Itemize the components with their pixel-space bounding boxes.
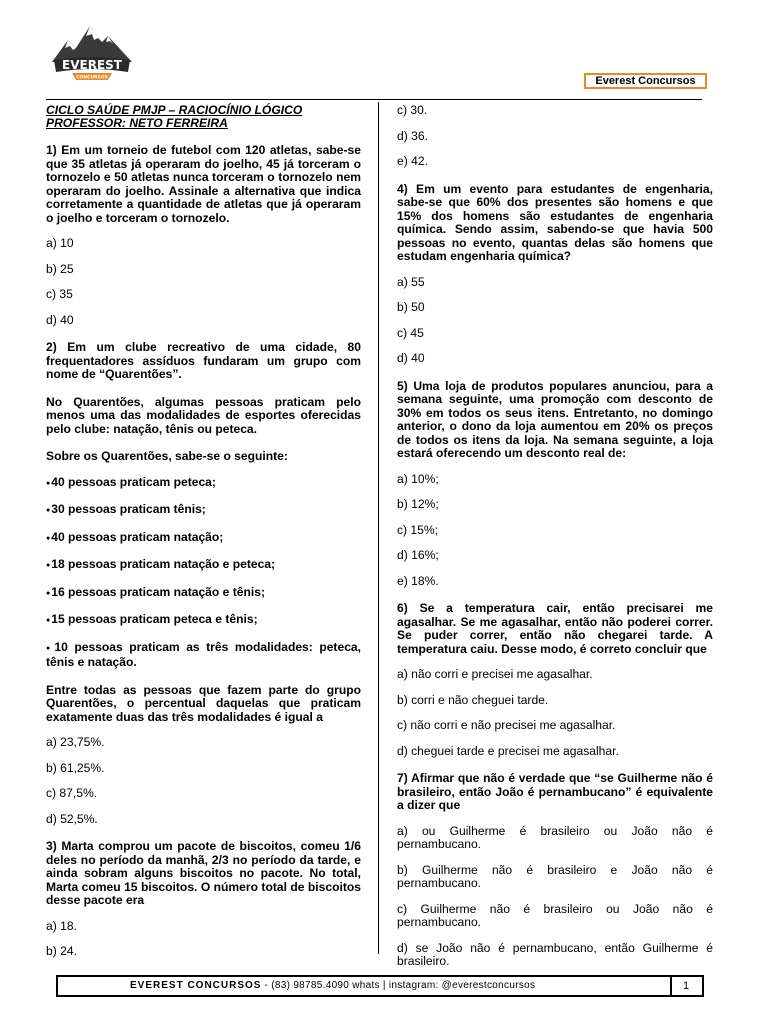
q1-option: a) 10 <box>46 236 74 250</box>
q2-bullet: ● 30 pessoas praticam tênis; <box>46 503 361 519</box>
q7-option: d) se João não é pernambucano, então Guilherme é brasileiro. <box>397 940 713 968</box>
q5-option: a) 10%; <box>397 471 439 486</box>
q6-option: d) cheguei tarde e precisei me agasalhar. <box>397 743 619 758</box>
q4-option: b) 50 <box>397 300 425 314</box>
q2-bullet: ● 40 pessoas praticam peteca; <box>46 476 361 492</box>
q2-option: a) 23,75%. <box>46 735 105 749</box>
footer-contact: - (83) 98785.4090 whats | instagram: @everestconcursos <box>261 980 536 991</box>
question-3: 3) Marta comprou um pacote de biscoitos, comeu 1/6 deles no período da manhã, 2/3 no período da tarde, e ainda sobram alguns biscoitos no pacote. No total, Marta comeu 15 biscoitos. O número total de biscoitos desse pacote era <box>46 839 361 907</box>
logo-text-main: EVEREST <box>62 58 122 72</box>
q5-option: e) 18%. <box>397 573 439 588</box>
question-6: 6) Se a temperatura cair, então precisarei me agasalhar. Se me agasalhar, então não poderei correr. Se puder correr, então não chegarei tarde. A temperatura caiu. Desse modo, é correto concluir que <box>397 601 713 656</box>
q3-option: a) 18. <box>46 918 77 933</box>
footer-brand: EVEREST CONCURSOS <box>130 980 262 991</box>
q1-option: b) 25 <box>46 261 74 276</box>
footer-text <box>130 977 535 995</box>
q2-option: d) 52,5%. <box>46 811 98 826</box>
q1-option: d) 40 <box>46 312 74 327</box>
question-2-paragraph: No Quarentões, algumas pessoas praticam pelo menos uma das modalidades de esportes oferecidas pelo clube: natação, tênis ou peteca. <box>46 394 361 436</box>
q7-option: b) Guilherme não é brasileiro e João não é pernambucano. <box>397 862 713 890</box>
q6-option: c) não corri e não precisei me agasalhar. <box>397 718 616 732</box>
footer <box>56 975 704 997</box>
page-number: 1 <box>682 980 690 992</box>
q6-option: b) corri e não cheguei tarde. <box>397 692 549 707</box>
professor-line: PROFESSOR: NETO FERREIRA <box>46 116 228 130</box>
q3-option: d) 36. <box>397 128 428 143</box>
question-2: 2) Em um clube recreativo de uma cidade, 80 frequentadores assíduos fundaram um grupo com nome de “Quarentões”. <box>46 340 361 381</box>
q4-option: a) 55 <box>397 274 425 289</box>
q5-option: b) 12%; <box>397 497 439 511</box>
question-5: 5) Uma loja de produtos populares anunciou, para a semana seguinte, uma promoção com desconto de 30% em todos os seus itens. Entretanto, no domingo anterior, o dono da loja aumentou em 20% os preços de todos os itens da loja. Na semana seguinte, a loja estará oferecendo um desconto real de: <box>397 378 713 460</box>
question-1: 1) Em um torneio de futebol com 120 atletas, sabe-se que 35 atletas já operaram do joelho, 45 já torceram o tornozelo e 50 atletas nunca torceram o tornozelo nem operaram do joelho. Assinale a alternativa que indica corretamente a quantidade de atletas que já operaram o joelho e torceram o tornozelo. <box>46 143 361 225</box>
q2-bullet: ● 15 pessoas praticam peteca e tênis; <box>46 613 361 629</box>
right-column <box>397 104 713 969</box>
header-brand-label: Everest Concursos <box>584 73 707 89</box>
q5-option: c) 15%; <box>397 522 438 537</box>
question-7: 7) Afirmar que não é verdade que “se Guilherme não é brasileiro, então João é pernambucano” é equivalente a dizer que <box>397 771 713 812</box>
q5-option: d) 16%; <box>397 548 439 562</box>
q1-option: c) 35 <box>46 287 73 301</box>
q6-option: a) não corri e precisei me agasalhar. <box>397 667 593 681</box>
left-column <box>46 104 361 959</box>
column-divider <box>378 102 379 954</box>
header-rule <box>46 99 702 100</box>
q2-option: b) 61,25%. <box>46 760 105 775</box>
q2-option: c) 87,5%. <box>46 786 98 800</box>
q3-option: e) 42. <box>397 154 428 168</box>
logo-text-sub: CONCURSOS <box>76 75 108 81</box>
q2-bullet: ● 40 pessoas praticam natação; <box>46 531 361 547</box>
q4-option: c) 45 <box>397 325 424 340</box>
q2-bullet: ● 16 pessoas praticam natação e tênis; <box>46 586 361 602</box>
q2-bullet: ● 18 pessoas praticam natação e peteca; <box>46 558 361 574</box>
q3-option: b) 24. <box>46 944 77 958</box>
question-4: 4) Em um evento para estudantes de engenharia, sabe-se que 60% dos presentes são homens e que 15% dos homens são estudantes de engenharia química. Sendo assim, sabendo-se que havia 500 pessoas no evento, quantas delas são homens que estudam engenharia química? <box>397 181 713 263</box>
q3-option: c) 30. <box>397 103 428 117</box>
q4-option: d) 40 <box>397 351 425 365</box>
q2-bullet: ● 10 pessoas praticam as três modalidades: peteca, tênis e natação. <box>46 641 361 670</box>
question-2-paragraph: Entre todas as pessoas que fazem parte do grupo Quarentões, o percentual daquelas que praticam exatamente duas das três modalidades é igual a <box>46 682 361 724</box>
question-2-paragraph: Sobre os Quarentões, sabe-se o seguinte: <box>46 449 288 463</box>
everest-logo <box>46 22 138 86</box>
q7-option: a) ou Guilherme é brasileiro ou João não é pernambucano. <box>397 823 713 851</box>
document-title: CICLO SAÚDE PMJP – RACIOCÍNIO LÓGICO <box>46 103 303 117</box>
q7-option: c) Guilherme não é brasileiro ou João não é pernambucano. <box>397 901 713 929</box>
